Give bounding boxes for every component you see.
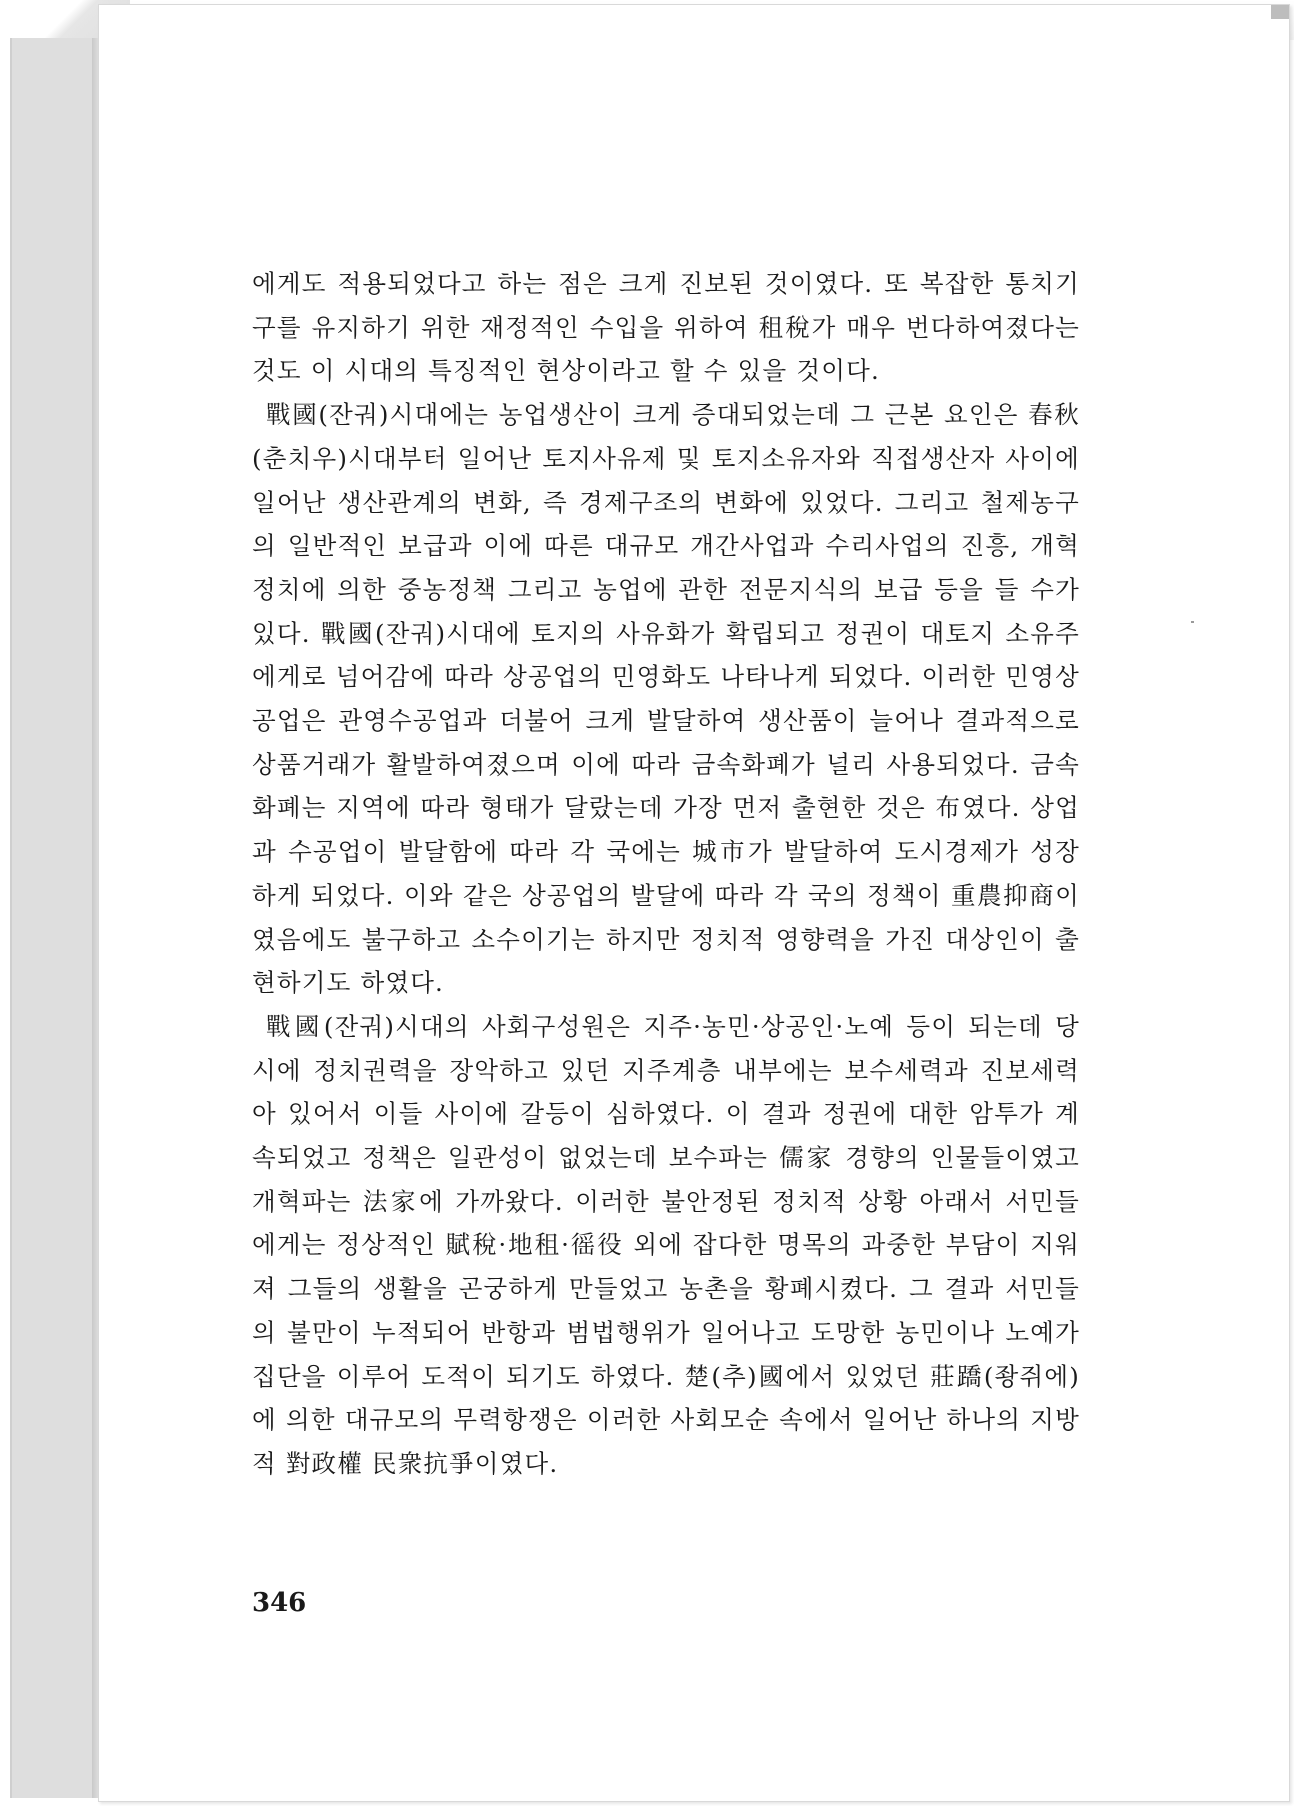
speck-mark — [1191, 621, 1194, 623]
page-corner-mark — [1271, 5, 1289, 19]
paragraph-1: 에게도 적용되었다고 하는 점은 크게 진보된 것이였다. 또 복잡한 통치기구를 유지하기 위한 재정적인 수입을 위하여 租稅가 매우 번다하여졌다는 것도 이 시대의 특징적인 현상이라고 할 수 있을 것이다. — [252, 269, 1080, 386]
page-number: 346 — [252, 1588, 307, 1618]
paragraph-3: 戰國(잔궈)시대의 사회구성원은 지주·농민·상공인·노예 등이 되는데 당시에 정치권력을 장악하고 있던 지주계층 내부에는 보수세력과 진보세력아 있어서 이들 사이에 갈등이 심하였다. 이 결과 정권에 대한 암투가 계속되었고 정책은 일관성이 없었는데 보수파는 儒家 경향의 인물들이였고 개혁파는 法家에 가까왔다. 이러한 불안정된 정치적 상황 아래서 서민들에게는 정상적인 賦稅·地租·徭役 외에 잡다한 명목의 과중한 부담이 지워져 그들의 생활을 곤궁하게 만들었고 농촌을 황폐시켰다. 그 결과 서민들의 불만이 누적되어 반항과 범법행위가 일어나고 도망한 농민이나 노예가 집단을 이루어 도적이 되기도 하였다. 楚(추)國에서 있었던 莊蹻(좡쥐에)에 의한 대규모의 무력항쟁은 이러한 사회모순 속에서 일어난 하나의 지방적 對政權 民衆抗爭이였다. — [252, 1011, 1080, 1478]
book-spine — [10, 38, 102, 1798]
page-body-text — [252, 262, 1080, 1486]
paragraph-2: 戰國(잔궈)시대에는 농업생산이 크게 증대되었는데 그 근본 요인은 春秋(춘치우)시대부터 일어난 토지사유제 및 토지소유자와 직접생산자 사이에 일어난 생산관계의 변화, 즉 경제구조의 변화에 있었다. 그리고 철제농구의 일반적인 보급과 이에 따른 대규모 개간사업과 수리사업의 진흥, 개혁정치에 의한 중농정책 그리고 농업에 관한 전문지식의 보급 등을 들 수가 있다. 戰國(잔궈)시대에 토지의 사유화가 확립되고 정권이 대토지 소유주에게로 넘어감에 따라 상공업의 민영화도 나타나게 되었다. 이러한 민영상공업은 관영수공업과 더불어 크게 발달하여 생산품이 늘어나 결과적으로 상품거래가 활발하여졌으며 이에 따라 금속화폐가 널리 사용되었다. 금속화폐는 지역에 따라 형태가 달랐는데 가장 먼저 출현한 것은 布였다. 상업과 수공업이 발달함에 따라 각 국에는 城市가 발달하여 도시경제가 성장하게 되었다. 이와 같은 상공업의 발달에 따라 각 국의 정책이 重農抑商이였음에도 불구하고 소수이기는 하지만 정치적 영향력을 가진 대상인이 출현하기도 하였다. — [252, 400, 1080, 998]
